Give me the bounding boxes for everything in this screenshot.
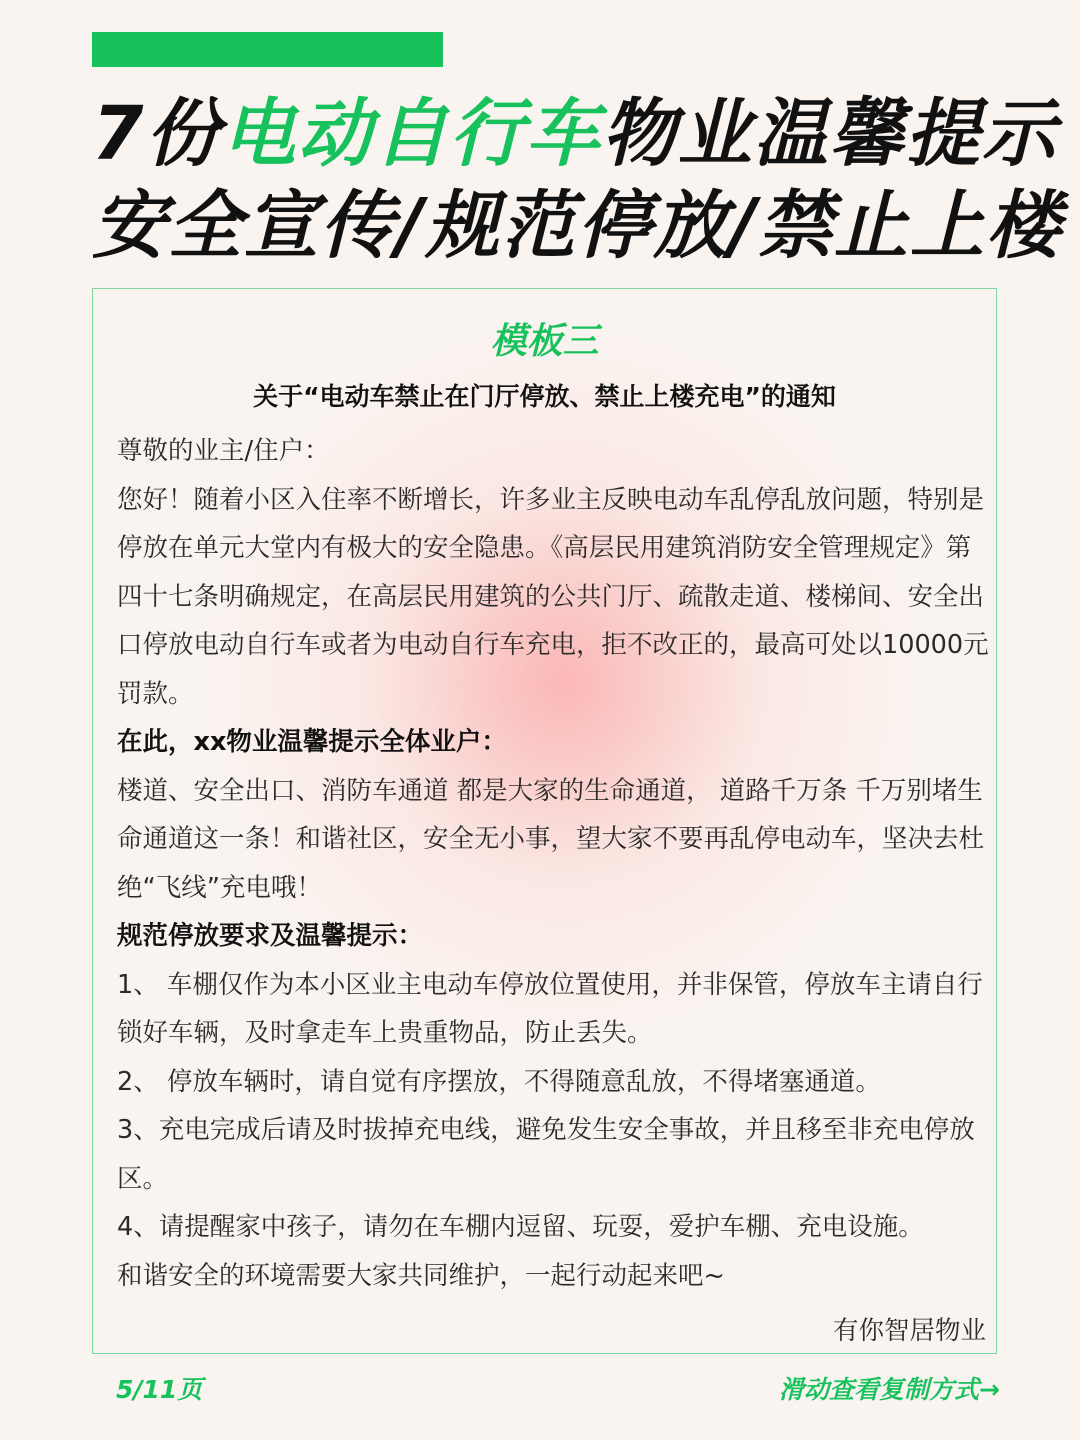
template-heading: 模板三 — [490, 321, 599, 362]
rules-heading: 规范停放要求及温馨提示： — [117, 921, 424, 951]
signature: 有你智居物业 — [832, 1316, 986, 1346]
page-indicator: 5/11页 — [116, 1375, 203, 1404]
page-title-line-2: 安全宣传/规范停放/禁止上楼 — [92, 183, 1063, 269]
notice-heading: 在此，xx物业温馨提示全体业户： — [117, 727, 507, 757]
page-title-line-1 — [92, 88, 1058, 180]
title-suffix: 物业温馨提示 — [601, 91, 1058, 177]
rule-item: 1、 车棚仅作为本小区业主电动车停放位置使用，并非保管，停放车主请自行锁好车辆，及时拿走车上贵重物品，防止丢失。 — [117, 969, 983, 1048]
notice-title: 关于“电动车禁止在门厅停放、禁止上楼充电”的通知 — [253, 382, 836, 411]
greeting: 尊敬的业主/住户： — [117, 436, 330, 466]
title-highlight: 电动自行车 — [221, 91, 602, 177]
rule-item: 3、充电完成后请及时拔掉充电线，避免发生安全事故，并且移至非充电停放区。 — [117, 1115, 975, 1194]
title-prefix: 7份 — [92, 91, 222, 177]
rule-item: 4、请提醒家中孩子，请勿在车棚内逗留、玩耍，爱护车棚、充电设施。 — [117, 1212, 924, 1242]
notice-body — [117, 427, 989, 1300]
rule-item: 2、 停放车辆时，请自觉有序摆放，不得随意乱放，不得堵塞通道。 — [117, 1066, 881, 1097]
paragraph-appeal: 楼道、安全出口、消防车通道 都是大家的生命通道， 道路千万条 千万别堵生命通道这一条！和谐社区，安全无小事，望大家不要再乱停电动车，坚决去杜绝“飞线”充电哦！ — [117, 775, 985, 903]
paragraph-intro: 您好！随着小区入住率不断增长，许多业主反映电动车乱停乱放问题，特别是停放在单元大堂内有极大的安全隐患。《高层民用建筑消防安全管理规定》第四十七条明确规定，在高层民用建筑的公共门厅、疏散走道、楼梯间、安全出口停放电动自行车或者为电动自行车充电，拒不改正的，最高可处以10000元罚款。 — [117, 484, 989, 709]
closing-line: 和谐安全的环境需要大家共同维护，一起行动起来吧~ — [117, 1260, 725, 1291]
notice-card — [92, 288, 997, 1354]
accent-bar — [92, 32, 443, 67]
swipe-hint[interactable]: 滑动查看复制方式→ — [779, 1375, 1000, 1404]
